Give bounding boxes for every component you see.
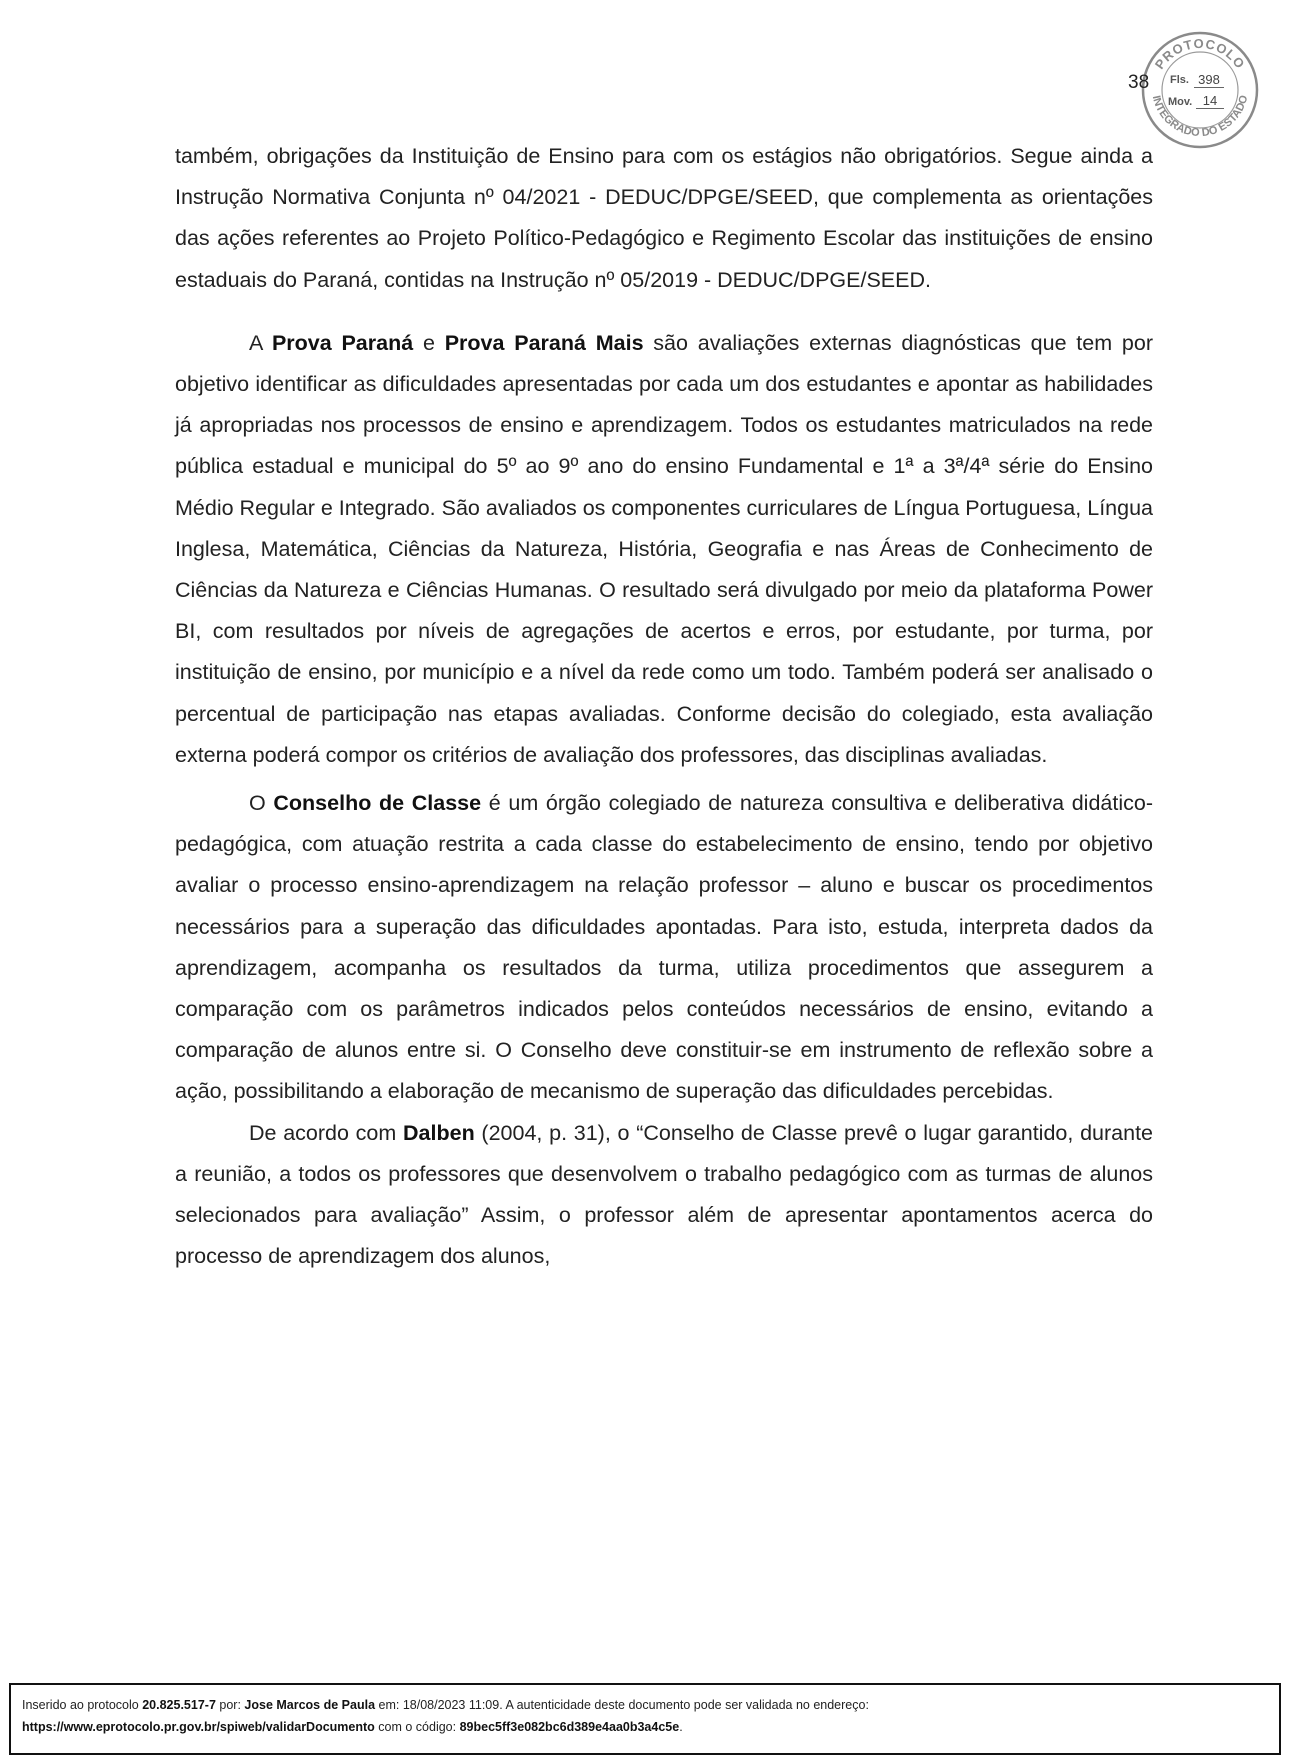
page-number: 38: [1128, 72, 1150, 93]
p2-bold-prova-parana-mais: Prova Paraná Mais: [444, 330, 644, 355]
footer-validation-code: 89bec5ff3e082bc6d389e4aa0b3a4c5e: [459, 1720, 680, 1734]
protocol-stamp: [1140, 30, 1260, 150]
footer-text-4: com o código:: [374, 1720, 460, 1734]
stamp-ring-bottom: INTEGRADO DO ESTADO: [1149, 94, 1251, 140]
p2-bold-prova-parana: Prova Paraná: [271, 330, 414, 355]
stamp-mov-label: Mov.: [1168, 96, 1193, 108]
footer-validation-url[interactable]: https://www.eprotocolo.pr.gov.br/spiweb/validarDocumento: [22, 1720, 375, 1734]
paragraph-conselho-de-classe: [175, 783, 1153, 1113]
paragraph-1: também, obrigações da Instituição de Ensino para com os estágios não obrigatórios. Segue ainda a Instrução Normativa Conjunta nº 04/2021 - DEDUC/DPGE/SEED, que complementa as orientações das ações referentes ao Projeto Político-Pedagógico e Regimento Escolar das instituições de ensino estaduais do Paraná, contidas na Instrução nº 05/2019 - DEDUC/DPGE/SEED.: [175, 144, 1153, 292]
svg-text:PROTOCOLO: [1152, 36, 1248, 72]
body-text: [175, 136, 1153, 1277]
stamp-ring-top: PROTOCOLO: [1151, 35, 1249, 72]
stamp-mov-value: 14: [1196, 93, 1224, 109]
footer-text-3: em: 18/08/2023 11:09. A autenticidade deste documento pode ser validada no endereço:: [375, 1698, 869, 1712]
p3-text-c: é um órgão colegiado de natureza consultiva e deliberativa didático- pedagógica, com atuação restrita a cada classe do estabelecimento de ensino, tendo por objetivo avaliar o processo ensino-aprendizagem na relação professor – aluno e buscar os procedimentos necessários para a superação das dificuldades apontadas. Para isto, estuda, interpreta dados da aprendizagem, acompanha os resultados da turma, utiliza procedimentos que assegurem a comparação com os parâmetros indicados pelos conteúdos necessários de ensino, evitando a comparação de alunos entre si. O Conselho deve constituir-se em instrumento de reflexão sobre a ação, possibilitando a elaboração de mecanismo de superação das dificuldades percebidas.: [175, 791, 1153, 1104]
p2-text-a: A: [249, 330, 272, 355]
footer-text-1: Inserido ao protocolo: [22, 1698, 143, 1712]
p2-text-d: são avaliações externas diagnósticas que tem por objetivo identificar as dificuldades apresentadas por cada um dos estudantes e apontar as habilidades já apropriadas nos processos de ensino e aprendizagem. Todos os estudantes matriculados na rede pública estadual e municipal do 5º ao 9º ano do ensino Fundamental e 1ª a 3ª/4ª série do Ensino Médio Regular e Integrado. São avaliados os componentes curriculares de Língua Portuguesa, Língua Inglesa, Matemática, Ciências da Natureza, História, Geografia e nas Áreas de Conhecimento de Ciências da Natureza e Ciências Humanas. O resultado será divulgado por meio da plataforma Power BI, com resultados por níveis de agregações de acertos e erros, por estudante, por turma, por instituição de ensino, por município e a nível da rede como um todo. Também poderá ser analisado o percentual de participação nas etapas avaliadas. Conforme decisão do colegiado, esta avaliação externa poderá compor os critérios de avaliação dos professores, das disciplinas avaliadas.: [175, 330, 1153, 767]
footer-text-2: por:: [215, 1698, 245, 1712]
paragraph-prova-parana: [175, 323, 1153, 776]
footer-author: Jose Marcos de Paula: [244, 1698, 376, 1712]
p4-bold-dalben: Dalben: [403, 1120, 475, 1145]
p3-bold-conselho: Conselho de Classe: [273, 791, 482, 816]
p4-text-c: (2004, p. 31), o “Conselho de Classe prevê o lugar garantido, durante a reunião, a todos os professores que desenvolvem o trabalho pedagógico com as turmas de alunos selecionados para avaliação” Assim, o professor além de apresentar apontamentos acerca do processo de aprendizagem dos alunos,: [175, 1120, 1153, 1269]
p4-text-a: De acordo com: [249, 1120, 404, 1145]
stamp-fls-value: 398: [1194, 72, 1224, 88]
p2-text-c: e: [413, 330, 445, 355]
p3-text-a: O: [249, 791, 274, 816]
stamp-fls-label: Fls.: [1170, 74, 1189, 86]
footer-protocol-number: 20.825.517-7: [142, 1698, 216, 1712]
validation-footer: [9, 1683, 1281, 1755]
footer-text-5: .: [679, 1720, 683, 1734]
paragraph-dalben: [175, 1113, 1153, 1278]
stamp-seal-icon: [1140, 30, 1260, 150]
